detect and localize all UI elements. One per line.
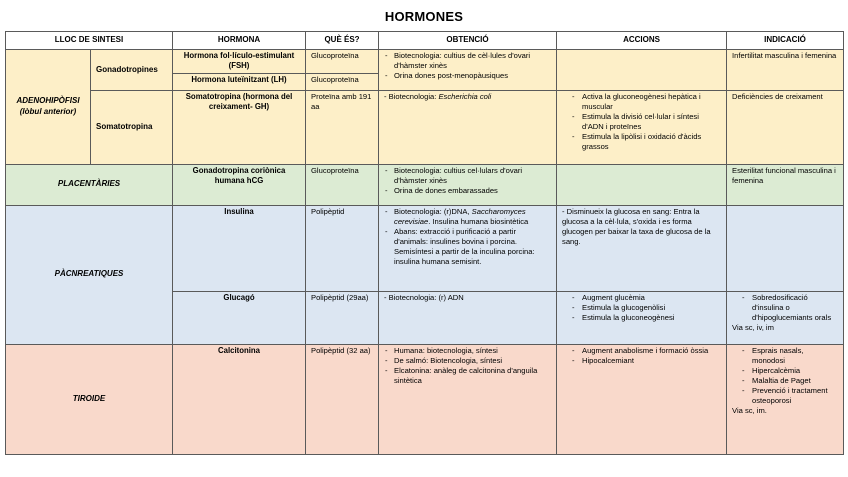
table-row [6,164,844,205]
table-row [6,344,844,454]
category-label: ADENOHIPÒFISI [16,96,80,106]
header-que-es: QUÈ ÉS? [306,32,379,50]
indicacio-insulina [727,205,844,291]
obtencio-insulina [379,205,557,291]
hormone-name-gh: Somatotropina (hormona del creixament- GH) [173,90,306,164]
indicacio-glucago [727,291,844,344]
header-indicacio: INDICACIÓ [727,32,844,50]
hormone-name-lh: Hormona luteïnitzant (LH) [173,73,306,90]
hormones-table [5,31,844,455]
accions-glucago [557,291,727,344]
category-pancreatiques: PÀCNREATIQUES [6,205,173,344]
hormone-type-lh: Glucoproteïna [306,73,379,90]
list-item: - Humana: biotecnologia, síntesi [384,346,551,356]
hormone-name-glucago: Glucagó [173,291,306,344]
accions-somatotropina [557,90,727,164]
obtencio-glucago: - Biotecnologia: (r) ADN [379,291,557,344]
category-tiroide: TIROIDE [6,344,173,454]
header-obtencio: OBTENCIÓ [379,32,557,50]
header-lloc-de-sintesi: LLOC DE SINTESI [6,32,173,50]
indicacio-via: Via sc, iv, im [732,322,774,332]
accions-gonadotropines [557,50,727,91]
list-item: - Biotecnologia: (r)DNA, Saccharomyces cerevisiae. Insulina humana biosintètica [384,207,551,227]
accions-hcg [557,164,727,205]
table-row [6,90,844,164]
header-accions: ACCIONS [557,32,727,50]
category-adenohipofisi [6,50,91,165]
list-item: - Estimula la glucogenòlisi [562,303,721,313]
hormone-type-glucago: Polipèptid (29aa) [306,291,379,344]
hormone-type-insulina: Polipèptid [306,205,379,291]
list-item: - Elcatonina: anàleg de calcitonina d'anguila sintètica [384,366,551,386]
list-item: - Augment anabolisme i formació òssia [562,346,721,356]
hormone-name-fsh: Hormona fol·lículo-estimulant (FSH) [173,50,306,74]
indicacio-hcg: Esterilitat funcional masculina i femenina [727,164,844,205]
accions-insulina: - Disminueix la glucosa en sang: Entra la glucosa a la cèl·lula, s'oxida i es forma glucogen per baixar la taxa de glucosa de la sang. [557,205,727,291]
hormone-type-hcg: Glucoproteïna [306,164,379,205]
header-row [6,32,844,50]
list-item: - Hipocalcemiant [562,356,721,366]
list-item: - Estimula la gluconeogènesi [562,313,721,323]
obtencio-hcg [379,164,557,205]
hormone-type-gh: Proteïna amb 191 aa [306,90,379,164]
hormone-name-insulina: Insulina [173,205,306,291]
table-row [6,50,844,74]
indicacio-calcitonina [727,344,844,454]
list-item: - Malaltia de Paget [732,376,838,386]
obtencio-prefix: - Biotecnologia: [384,91,439,101]
list-item: - Hipercalcèmia [732,366,838,376]
list-item: - De salmó: Biotencologia, síntesi [384,356,551,366]
hormone-name-calcitonina: Calcitonina [173,344,306,454]
hormone-type-fsh: Glucoproteïna [306,50,379,74]
list-item: - Estimula la lipòlisi i oxidació d'àcids grassos [562,132,721,152]
obtencio-organism: Escherichia coli [438,91,492,101]
obtencio-gonadotropines [379,50,557,91]
category-placentaries: PLACENTÀRIES [6,164,173,205]
category-sublabel: (lòbul anterior) [19,106,77,116]
subcategory-gonadotropines: Gonadotropines [91,50,173,91]
page-title: HORMONES [384,9,464,24]
indicacio-gonadotropines: Infertilitat masculina i femenina [727,50,844,91]
list-item: - Sobredosificació d'insulina o d'hipoglucemiants orals [732,293,838,323]
list-item: - Abans: extracció i purificació a partir d'animals: insulines bovina i porcina. Semisíntesi a partir de la inculina porcina: insulina humana semisint. [384,227,551,267]
obtencio-somatotropina [379,90,557,164]
obtencio-calcitonina [379,344,557,454]
table-row [6,205,844,291]
list-item: - Biotecnologia: cultius de cèl·lules d'ovari d'hàmster xinès [384,51,551,71]
hormone-type-calcitonina: Polipèptid (32 aa) [306,344,379,454]
list-item: - Biotecnologia: cultius cel·lulars d'ovari d'hàmster xinès [384,166,551,186]
list-item: - Esprais nasals, monodosi [732,346,838,366]
list-item: - Estimula la divisió cel·lular i síntesi d'ADN i proteïnes [562,112,721,132]
hormone-name-hcg: Gonadotropina coriònica humana hCG [173,164,306,205]
indicacio-somatotropina: Deficiències de creixament [727,90,844,164]
accions-calcitonina [557,344,727,454]
subcategory-somatotropina: Somatotropina [91,90,173,164]
list-item: - Augment glucèmia [562,293,721,303]
header-hormona: HORMONA [173,32,306,50]
list-item: - Activa la gluconeogènesi hepàtica i muscular [562,92,721,112]
list-item: - Orina dones post-menopàusiques [384,71,551,81]
list-item: - Orina de dones embarassades [384,186,551,196]
indicacio-via: Via sc, im. [732,405,767,415]
list-item: - Prevenció i tractament osteoporosi [732,386,838,406]
